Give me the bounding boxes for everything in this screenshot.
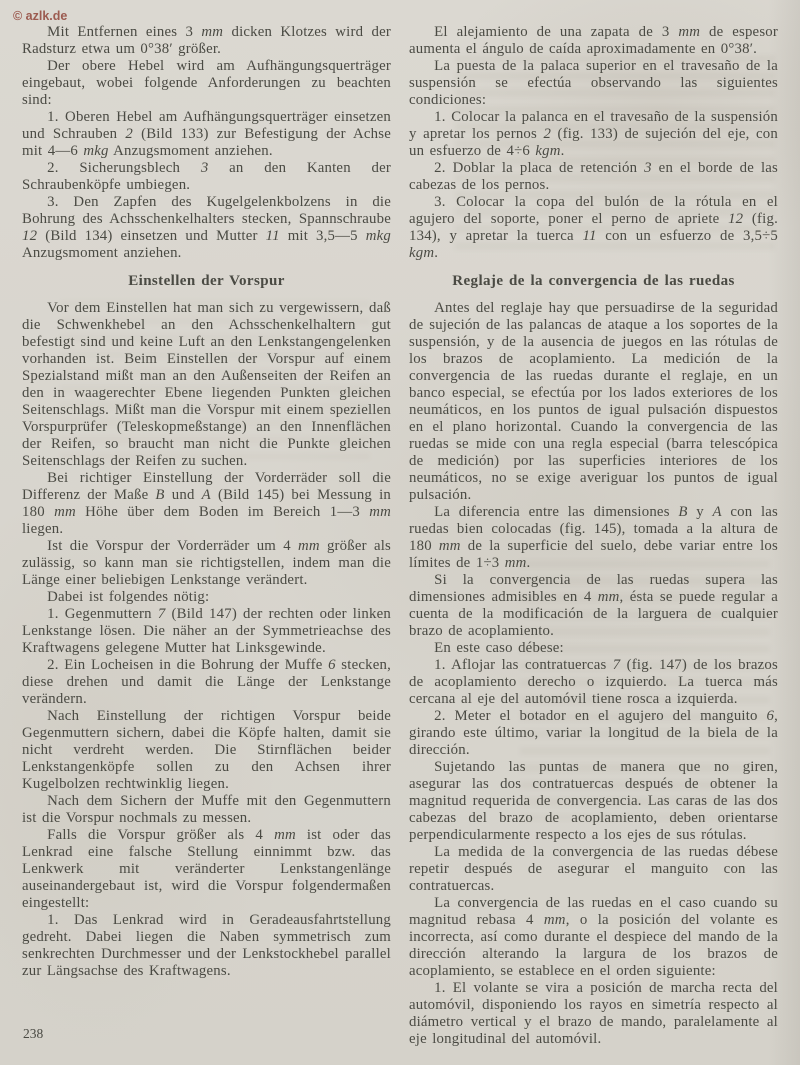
text-run: (Bild 145) bei Messung in 180 <box>22 487 392 520</box>
text-run: 1. Oberen Hebel am Aufhängungsquerträger einsetzen und Schrauben <box>22 109 391 142</box>
text-run: 3. Den Zapfen des Kugelgelenkbolzens in die Bohrung des Achsschenkelhalters stecken, Spannschraube <box>22 194 391 227</box>
text-run: mit 3,5—5 <box>279 228 366 244</box>
text-run: 6 <box>766 708 775 724</box>
column-spanish <box>409 24 778 1048</box>
text-run: mkg <box>365 228 391 244</box>
text-run: 2. Sicherungsblech <box>47 160 201 176</box>
text-run: Mit Entfernen eines 3 <box>47 24 202 40</box>
text-run: dicken Klotzes wird der Radsturz etwa um 0°38′ größer. <box>22 24 391 57</box>
text-run: 1. Gegenmuttern <box>47 606 158 622</box>
text-run: (fig. 134), y apretar la tuerca <box>409 211 778 244</box>
paragraph <box>22 538 391 589</box>
paragraph <box>409 895 778 980</box>
text-run: . <box>560 143 565 159</box>
page-number: 238 <box>23 1026 44 1041</box>
text-run: en el borde de las cabezas de los pernos. <box>409 160 778 193</box>
paragraph <box>22 793 391 827</box>
text-run: Anzugsmoment anziehen. <box>108 143 273 159</box>
text-run: En este caso débese: <box>434 640 564 656</box>
text-run: 3 <box>644 160 652 176</box>
text-run: (fig. 147) de los brazos de acoplamiento derecho o izquierdo. La tuerca más cercana al eje del automóvil tiene rosca a izquierda. <box>409 657 778 707</box>
text-run: Nach Einstellung der richtigen Vorspur beide Gegenmuttern sichern, dabei die Köpfe halten, damit sie nicht verdreht werden. Die Stirnflächen beider Lenkstangenköpfe sollen zu den Achsen ihrer Kugelbolzen rechtwinklig liegen. <box>22 708 391 792</box>
paragraph <box>22 160 391 194</box>
text-run: (Bild 147) der rechten oder linken Lenkstange lösen. Die näher an der Symmetrieachse des Kraftwagens gelegene Mutter hat Linksgewinde. <box>22 606 391 656</box>
text-run: Falls die Vorspur größer als 4 <box>47 827 275 843</box>
text-run: 12 <box>22 228 38 244</box>
text-run: B <box>678 504 688 520</box>
paragraph <box>409 109 778 160</box>
text-run: . <box>526 555 531 571</box>
text-run: Antes del reglaje hay que persuadirse de la seguridad de sujeción de las palancas de ataque a los soportes de la suspensión, y de la ausencia de juegos en las rótulas de los brazos de acoplamiento. La medición de la convergencia de las ruedas durante el reglaje, en un banco especial, se efectúa por los lados exteriores de los neumáticos, en los puntos de igual pulsación dispuestos en el plano horizontal. Cuando la convergencia de las ruedas se mide con una regla especial (barra telescópica de medición) por las superficies interiores de los neumáticos, no se exige averiguar los puntos de igual pulsación. <box>409 300 778 503</box>
text-run: 1. Aflojar las contratuercas <box>434 657 613 673</box>
text-run: y <box>687 504 713 520</box>
text-run: Der obere Hebel wird am Aufhängungsquerträger eingebaut, wobei folgende Anforderungen zu beachten sind: <box>22 58 391 108</box>
paragraph <box>409 504 778 572</box>
text-run: , o la posición del volante es incorrecta, así como durante el despiece del mando de la dirección alterando la largura de los brazos de acoplamiento, se establece en el orden siguiente: <box>409 912 778 979</box>
text-run: El alejamiento de una zapata de 3 <box>434 24 679 40</box>
paragraph <box>409 657 778 708</box>
text-run: mm <box>369 504 391 520</box>
text-run: La diferencia entre las dimensiones <box>434 504 679 520</box>
paragraph <box>22 827 391 912</box>
text-run: liegen. <box>22 521 64 537</box>
paragraph <box>22 300 391 470</box>
text-run: mm <box>597 589 620 605</box>
text-run: 7 <box>157 606 166 622</box>
text-run: A <box>201 487 211 503</box>
text-run: 3. Colocar la copa del bulón de la rótula en el agujero del soporte, poner el perno de apriete <box>409 194 778 227</box>
text-run: mm <box>678 24 701 40</box>
paragraph <box>22 589 391 606</box>
text-run: 3 <box>200 160 209 176</box>
text-run: mm <box>54 504 76 520</box>
text-run: (Bild 133) zur Befestigung der Achse mit 4—6 <box>22 126 391 159</box>
paragraph <box>22 657 391 708</box>
text-run: größer als zulässig, so kann man sie richtigstellen, indem man die Länge einer beliebigen Lenkstange verändert. <box>22 538 391 588</box>
text-run: , girando este último, variar la longitud de la biela de la dirección. <box>409 708 778 758</box>
text-run: ist oder das Lenkrad eine falsche Stellung einnimmt bzw. das Lenkwerk mit veränderter Lenkstangenlänge auseinandergebaut ist, wird die Vorspur folgendermaßen eingestellt: <box>22 827 391 911</box>
text-run: kgm <box>409 245 435 261</box>
text-run: und <box>164 487 202 503</box>
text-run: 11 <box>582 228 597 244</box>
text-run: 12 <box>728 211 744 227</box>
text-run: 1. Colocar la palanca en el travesaño de la suspensión y apretar los pernos <box>409 109 778 142</box>
paragraph <box>22 58 391 109</box>
paragraph <box>409 160 778 194</box>
text-run: 2 <box>543 126 552 142</box>
text-run: con un esfuerzo de 3,5÷5 <box>596 228 778 244</box>
text-run: 7 <box>612 657 621 673</box>
paragraph <box>409 759 778 844</box>
paragraph <box>409 58 778 109</box>
text-run: La puesta de la palaca superior en el travesaño de la suspensión se efectúa observando las siguientes condiciones: <box>409 58 778 108</box>
text-run: mkg <box>83 143 109 159</box>
section-heading: Reglaje de la convergencia de las ruedas <box>452 273 735 289</box>
text-run: (Bild 134) einsetzen und Mutter <box>37 228 266 244</box>
text-run: Nach dem Sichern der Muffe mit den Gegenmuttern ist die Vorspur nochmals zu messen. <box>22 793 391 826</box>
paragraph <box>409 844 778 895</box>
text-run: 2. Meter el botador en el agujero del manguito <box>434 708 767 724</box>
paragraph <box>409 640 778 657</box>
text-run: stecken, diese drehen und damit die Länge der Lenkstange verändern. <box>22 657 391 707</box>
text-run: Anzugsmoment anziehen. <box>22 245 182 261</box>
text-run: mm <box>543 912 566 928</box>
text-run: Dabei ist folgendes nötig: <box>47 589 210 605</box>
text-run: Höhe über dem Boden im Bereich 1—3 <box>75 504 370 520</box>
text-run: 6 <box>328 657 336 673</box>
text-run: (fig. 133) de sujeción del eje, con un esfuerzo de 4÷6 <box>409 126 778 159</box>
column-german <box>22 24 391 980</box>
text-run: B <box>155 487 165 503</box>
paragraph <box>409 708 778 759</box>
text-run: mm <box>297 538 320 554</box>
text-run: mm <box>274 827 296 843</box>
watermark: © azlk.de <box>13 9 68 23</box>
paragraph <box>22 109 391 160</box>
paragraph <box>22 912 391 980</box>
text-run: Sujetando las puntas de manera que no giren, asegurar las dos contratuercas después de obtener la magnitud requerida de convergencia. Las caras de las dos cabezas del brazo de acoplamiento, deben orientarse perpendicularmente respecto a los ejes de sus rótulas. <box>409 759 778 843</box>
paragraph <box>22 708 391 793</box>
text-run: de la superficie del suelo, debe variar entre los límites de 1÷3 <box>409 538 778 571</box>
text-run: A <box>712 504 722 520</box>
text-run: La medida de la convergencia de las ruedas débese repetir después de asegurar el manguito con las contratuercas. <box>409 844 778 894</box>
text-run: mm <box>438 538 461 554</box>
text-run: mm <box>504 555 527 571</box>
text-run: an den Kanten der Schraubenköpfe umbiegen. <box>22 160 391 193</box>
paragraph <box>409 194 778 262</box>
text-run: 11 <box>265 228 280 244</box>
text-run: 2. Doblar la placa de retención <box>434 160 645 176</box>
paragraph <box>409 24 778 58</box>
paragraph <box>409 980 778 1048</box>
text-run: , ésta se puede regular a cuenta de la modificación de la larguera de cualquier brazo de acoplamiento. <box>409 589 778 639</box>
paragraph <box>409 572 778 640</box>
paragraph <box>22 24 391 58</box>
text-run: con las ruedas bien colocadas (fig. 145), tomada a la altura de 180 <box>409 504 778 554</box>
text-run: de espesor aumenta el ángulo de caída aproximadamente en 0°38′. <box>409 24 778 57</box>
text-run: mm <box>201 24 224 40</box>
text-run: kgm <box>535 143 561 159</box>
text-run: Vor dem Einstellen hat man sich zu vergewissern, daß die Schwenkhebel an den Achsschenkelhaltern gut befestigt sind und keine Luft an den Lenkstangengelenken vorhanden ist. Beim Einstellen der Vorspur auf einem Spezialstand mißt man an den Außenseiten der Reifen an den in waagerechter Ebene liegenden Punkten gleichen Seitenschlags. Mißt man die Vorspur mit einem speziellen Vorspurprüfer (Teleskopmeßstange) an den Innenflächen der Reifen, so braucht man nicht die Punkte gleichen Seitenschlags der Reifen zu suchen. <box>22 300 391 469</box>
paragraph <box>22 606 391 657</box>
section-heading: Einstellen der Vorspur <box>128 273 285 289</box>
text-run: Bei richtiger Einstellung der Vorderräder soll die Differenz der Maße <box>22 470 391 503</box>
text-run: Si la convergencia de las ruedas supera las dimensiones admisibles en 4 <box>409 572 778 605</box>
text-run: La convergencia de las ruedas en el caso cuando su magnitud rebasa 4 <box>409 895 778 928</box>
text-run: 2 <box>125 126 133 142</box>
text-run: 2. Ein Locheisen in die Bohrung der Muffe <box>47 657 329 673</box>
text-run: 1. Das Lenkrad wird in Geradeausfahrtstellung gedreht. Dabei liegen die Naben symmetrisch zum senkrechten Durchmesser und der Lenkstockhebel parallel zur Längsachse des Kraftwagens. <box>22 912 391 979</box>
text-run: . <box>434 245 439 261</box>
paragraph <box>22 470 391 538</box>
paragraph <box>409 300 778 504</box>
paragraph <box>22 194 391 262</box>
text-run: Ist die Vorspur der Vorderräder um 4 <box>47 538 298 554</box>
text-run: 1. El volante se vira a posición de marcha recta del automóvil, disponiendo los rayos en simetría respecto al diámetro vertical y el brazo de mando, paralelamente al eje longitudinal del automóvil. <box>409 980 778 1047</box>
